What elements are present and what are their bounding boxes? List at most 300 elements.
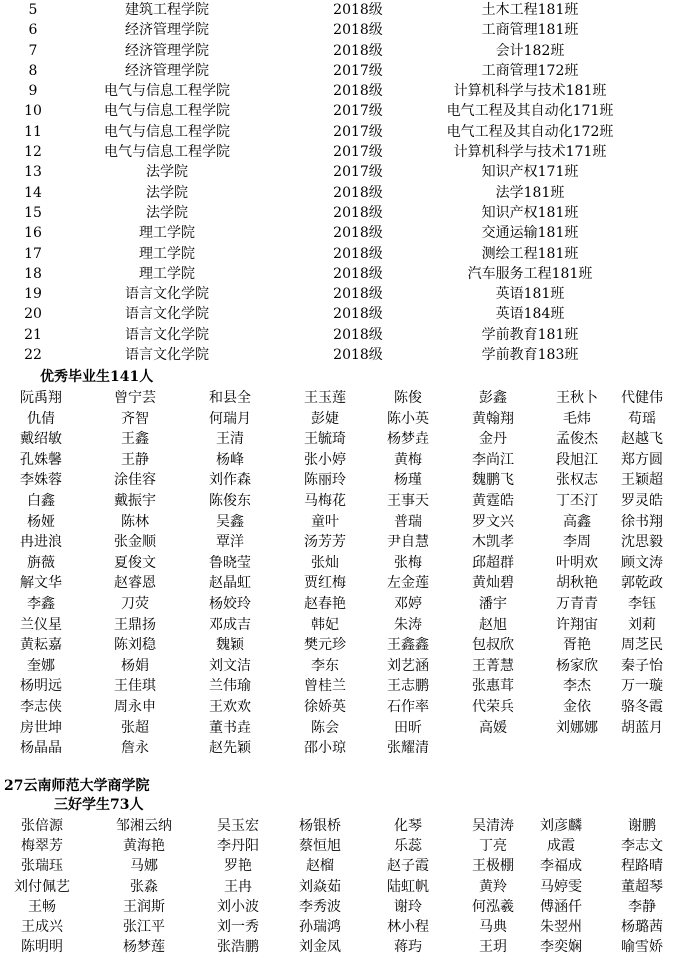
- student-name: 陆虹帆: [387, 878, 429, 895]
- student-name: 傅涵仟: [540, 898, 582, 915]
- name-row: [0, 409, 657, 430]
- student-name: 涂佳容: [114, 472, 156, 489]
- student-name: 杨明远: [20, 678, 62, 695]
- student-name: 李东: [311, 657, 339, 674]
- student-name: 许翔宙: [556, 616, 598, 633]
- student-name: 潘宇: [479, 595, 507, 612]
- student-name: 李鑫: [27, 595, 55, 612]
- name-row: [0, 676, 663, 697]
- student-name: 马梅花: [304, 492, 346, 509]
- graduates-heading: 优秀毕业生141人: [40, 369, 154, 385]
- student-name: 杨峰: [216, 451, 244, 468]
- student-name: 王颖超: [621, 472, 663, 489]
- student-name: 赵春艳: [304, 595, 346, 612]
- student-name: 周永申: [114, 698, 156, 715]
- school-heading: 27云南师范大学商学院: [4, 778, 150, 794]
- student-name: 程路晴: [621, 858, 663, 875]
- class-name: 计算机科学与技术181班: [453, 83, 607, 100]
- student-name: 王润斯: [123, 898, 165, 915]
- student-name: 胡蓝月: [621, 719, 663, 736]
- student-name: 邓成吉: [209, 616, 251, 633]
- class-name: 土木工程181班: [481, 2, 579, 18]
- student-name: 王清: [216, 431, 244, 448]
- name-row: [0, 553, 663, 574]
- student-name: 高媛: [479, 719, 507, 736]
- student-name: 蒋玙: [394, 939, 422, 956]
- student-name: 孔姝馨: [20, 451, 62, 468]
- grade-year: 2017级: [333, 144, 383, 161]
- student-name: 张江平: [123, 918, 165, 935]
- student-name: 尹自慧: [387, 534, 429, 551]
- student-name: 黄梅: [394, 451, 422, 468]
- college-name: 语言文化学院: [125, 326, 209, 343]
- student-name: 赵睿恩: [114, 575, 156, 592]
- name-row: [0, 388, 663, 409]
- student-name: 石作率: [387, 698, 429, 715]
- row-number: 11: [24, 123, 42, 140]
- student-name: 段旭江: [556, 451, 598, 468]
- student-name: 旃薇: [27, 554, 55, 571]
- class-name: 电气工程及其自动化171班: [446, 103, 614, 120]
- class-name: 汽车服务工程181班: [467, 265, 593, 282]
- student-name: 李姝蓉: [20, 472, 62, 489]
- student-name: 吴鑫: [216, 513, 244, 530]
- student-name: 赵越飞: [621, 431, 663, 448]
- class-row: [0, 203, 657, 223]
- student-name: 张权志: [556, 472, 598, 489]
- student-name: 普瑞: [394, 513, 422, 530]
- student-name: 黄耘嘉: [20, 637, 62, 654]
- class-row: [0, 122, 657, 142]
- name-row: [0, 429, 663, 450]
- student-name: 覃洋: [216, 534, 244, 551]
- row-number: 13: [24, 164, 42, 181]
- student-name: 杨晶晶: [20, 740, 62, 757]
- student-name: 刘彦麟: [540, 818, 582, 834]
- student-name: 白鑫: [27, 492, 55, 509]
- student-name: 徐书翔: [621, 513, 663, 530]
- class-name: 计算机科学与技术171班: [453, 144, 607, 161]
- grade-year: 2017级: [333, 123, 383, 140]
- class-name: 工商管理172班: [481, 62, 579, 79]
- class-row: [0, 325, 657, 345]
- student-name: 秦子怡: [621, 657, 663, 674]
- student-name: 董书垚: [209, 719, 251, 736]
- student-name: 鲁晓莹: [209, 554, 251, 571]
- student-name: 彭婕: [311, 410, 339, 427]
- student-name: 黄翰翔: [472, 410, 514, 427]
- student-name: 刘娜娜: [556, 719, 598, 736]
- student-name: 杨璐茜: [621, 918, 663, 935]
- row-number: 10: [24, 103, 42, 120]
- student-name: 赵子霞: [387, 858, 429, 875]
- grade-year: 2018级: [333, 245, 383, 262]
- student-name: 杨姣玲: [209, 595, 251, 612]
- name-row: [0, 718, 663, 739]
- row-number: 6: [28, 22, 38, 39]
- name-row: [0, 897, 657, 917]
- student-name: 兰伟瑜: [209, 678, 251, 695]
- student-name: 谢玲: [394, 898, 422, 915]
- student-name: 朱涛: [394, 616, 422, 633]
- student-name: 陈明明: [21, 939, 63, 956]
- name-row: [0, 877, 663, 897]
- college-name: 经济管理学院: [125, 42, 209, 59]
- class-row: [0, 0, 657, 20]
- student-name: 赵先颖: [209, 740, 251, 757]
- student-name: 李周: [563, 534, 591, 551]
- row-number: 17: [24, 245, 42, 262]
- student-name: 董超琴: [621, 878, 663, 895]
- class-row: [0, 61, 657, 81]
- class-row: [0, 244, 657, 264]
- student-name: 毛炜: [563, 410, 591, 427]
- student-name: 詹永: [121, 740, 149, 757]
- student-name: 张耀清: [387, 740, 429, 757]
- student-name: 吴清涛: [472, 818, 514, 834]
- class-row: [0, 162, 657, 182]
- grade-year: 2018级: [333, 204, 383, 221]
- class-name: 工商管理181班: [481, 22, 579, 39]
- student-name: 罗文兴: [472, 513, 514, 530]
- student-name: 邹湘云纳: [116, 818, 172, 834]
- name-row: [0, 573, 663, 594]
- student-name: 代健伟: [621, 390, 663, 406]
- name-row: [0, 856, 663, 876]
- student-name: 王鑫: [121, 431, 149, 448]
- class-name: 会计182班: [495, 42, 565, 59]
- student-name: 彭鑫: [479, 390, 507, 406]
- class-name: 学前教育181班: [481, 326, 579, 343]
- student-name: 陈俊: [394, 390, 422, 406]
- student-name: 杨娅: [27, 513, 55, 530]
- student-name: 杨家欣: [556, 657, 598, 674]
- student-name: 刘作森: [209, 472, 251, 489]
- class-name: 英语181班: [495, 286, 565, 303]
- class-row: [0, 264, 657, 284]
- student-name: 沈思毅: [621, 534, 663, 551]
- student-name: 孟俊杰: [556, 431, 598, 448]
- student-name: 高鑫: [563, 513, 591, 530]
- college-name: 电气与信息工程学院: [104, 123, 230, 140]
- student-name: 木凯孝: [472, 534, 514, 551]
- student-name: 赵榴: [306, 858, 334, 875]
- class-name: 学前教育183班: [481, 347, 579, 364]
- student-name: 李杰: [563, 678, 591, 695]
- student-name: 王玉莲: [304, 390, 346, 406]
- college-name: 电气与信息工程学院: [104, 83, 230, 100]
- student-name: 蔡恒旭: [299, 838, 341, 855]
- student-name: 喻雪娇: [621, 939, 663, 956]
- row-number: 9: [28, 83, 38, 100]
- row-number: 12: [24, 144, 42, 161]
- student-name: 齐智: [121, 410, 149, 427]
- class-row: [0, 304, 657, 324]
- student-name: 李福成: [540, 858, 582, 875]
- name-row: [0, 738, 657, 759]
- student-name: 王畅: [28, 898, 56, 915]
- student-name: 樊元珍: [304, 637, 346, 654]
- grade-year: 2018级: [333, 306, 383, 323]
- student-name: 郭乾政: [621, 575, 663, 592]
- row-number: 15: [24, 204, 42, 221]
- student-name: 仇倩: [27, 410, 55, 427]
- student-name: 张惠茸: [472, 678, 514, 695]
- student-name: 邱超群: [472, 554, 514, 571]
- student-name: 夏俊文: [114, 554, 156, 571]
- student-name: 刘莉: [628, 616, 656, 633]
- student-name: 梅翠芳: [21, 838, 63, 855]
- name-row: [0, 615, 657, 636]
- student-name: 胥艳: [563, 637, 591, 654]
- student-name: 兰仪星: [20, 616, 62, 633]
- student-name: 王志鹏: [387, 678, 429, 695]
- class-row: [0, 183, 657, 203]
- name-row: [0, 816, 657, 836]
- student-name: 田昕: [394, 719, 422, 736]
- student-name: 叶明欢: [556, 554, 598, 571]
- student-name: 李尚江: [472, 451, 514, 468]
- student-name: 童叶: [311, 513, 339, 530]
- student-name: 刘金凤: [299, 939, 341, 956]
- name-row: [0, 836, 663, 856]
- student-name: 邓婷: [394, 595, 422, 612]
- class-name: 电气工程及其自动化172班: [446, 123, 614, 140]
- student-name: 王欢欢: [209, 698, 251, 715]
- student-name: 谢鹏: [628, 818, 656, 834]
- student-name: 胡秋艳: [556, 575, 598, 592]
- student-name: 马娜: [130, 858, 158, 875]
- name-row: [0, 656, 663, 677]
- student-name: 张瑞珏: [21, 858, 63, 875]
- grade-year: 2017级: [333, 62, 383, 79]
- student-name: 杨娟: [121, 657, 149, 674]
- student-name: 张小婷: [304, 451, 346, 468]
- class-table: [0, 0, 657, 365]
- grade-year: 2018级: [333, 184, 383, 201]
- name-row: [0, 512, 663, 533]
- student-name: 陈丽玲: [304, 472, 346, 489]
- student-name: 刀荧: [121, 595, 149, 612]
- class-name: 测绘工程181班: [481, 245, 579, 262]
- student-name: 奎娜: [27, 657, 55, 674]
- student-name: 左金莲: [387, 575, 429, 592]
- college-name: 建筑工程学院: [125, 2, 209, 18]
- college-name: 电气与信息工程学院: [104, 144, 230, 161]
- row-number: 14: [24, 184, 42, 201]
- college-name: 法学院: [146, 204, 188, 221]
- college-name: 法学院: [146, 184, 188, 201]
- student-name: 万青青: [556, 595, 598, 612]
- class-row: [0, 345, 657, 365]
- student-name: 解文华: [20, 575, 62, 592]
- student-name: 李钰: [628, 595, 656, 612]
- class-name: 知识产权181班: [481, 204, 579, 221]
- student-name: 黄灿碧: [472, 575, 514, 592]
- student-name: 金丹: [479, 431, 507, 448]
- college-name: 语言文化学院: [125, 286, 209, 303]
- student-name: 邵小琼: [304, 740, 346, 757]
- student-name: 苟瑶: [628, 410, 656, 427]
- student-name: 罗艳: [224, 858, 252, 875]
- grade-year: 2018级: [333, 2, 383, 18]
- grade-year: 2018级: [333, 42, 383, 59]
- student-name: 王静: [121, 451, 149, 468]
- name-row: [0, 532, 663, 553]
- class-row: [0, 41, 657, 61]
- student-name: 李志侠: [20, 698, 62, 715]
- student-name: 黄海艳: [123, 838, 165, 855]
- class-row: [0, 81, 657, 101]
- student-name: 王极棚: [472, 858, 514, 875]
- student-name: 顾文涛: [621, 554, 663, 571]
- student-name: 王成兴: [21, 918, 63, 935]
- student-name: 罗灵皓: [621, 492, 663, 509]
- grade-year: 2018级: [333, 225, 383, 242]
- student-name: 魏鹏飞: [472, 472, 514, 489]
- college-name: 经济管理学院: [125, 22, 209, 39]
- grade-year: 2018级: [333, 83, 383, 100]
- grade-year: 2018级: [333, 326, 383, 343]
- row-number: 8: [28, 62, 38, 79]
- name-row: [0, 491, 663, 512]
- student-name: 何泓羲: [472, 898, 514, 915]
- student-name: 戴振宇: [114, 492, 156, 509]
- class-row: [0, 284, 657, 304]
- student-name: 金依: [563, 698, 591, 715]
- student-name: 李奕娴: [540, 939, 582, 956]
- student-name: 成霞: [547, 838, 575, 855]
- name-row: [0, 697, 663, 718]
- student-name: 张金顺: [114, 534, 156, 551]
- student-name: 魏颖: [216, 637, 244, 654]
- student-name: 刘焱茹: [299, 878, 341, 895]
- student-name: 李静: [628, 898, 656, 915]
- student-name: 戴绍敏: [20, 431, 62, 448]
- merit-student-name-grid: [0, 816, 663, 957]
- name-row: [0, 937, 663, 957]
- student-name: 杨梦垚: [387, 431, 429, 448]
- student-name: 赵晶虹: [209, 575, 251, 592]
- student-name: 李志文: [621, 838, 663, 855]
- student-name: 韩妃: [311, 616, 339, 633]
- student-name: 丁亮: [479, 838, 507, 855]
- student-name: 杨银桥: [299, 818, 341, 834]
- student-name: 和县全: [209, 390, 251, 406]
- student-name: 化琴: [394, 818, 422, 834]
- student-name: 张淼: [130, 878, 158, 895]
- student-name: 李丹阳: [217, 838, 259, 855]
- class-row: [0, 223, 657, 243]
- student-name: 张梅: [394, 554, 422, 571]
- name-row: [0, 450, 663, 471]
- student-name: 王佳琪: [114, 678, 156, 695]
- student-name: 王事天: [387, 492, 429, 509]
- grade-year: 2017级: [333, 103, 383, 120]
- row-number: 22: [24, 347, 42, 364]
- student-name: 黄羚: [479, 878, 507, 895]
- student-name: 曾桂兰: [304, 678, 346, 695]
- student-name: 刘文洁: [209, 657, 251, 674]
- grade-year: 2017级: [333, 164, 383, 181]
- name-row: [0, 635, 663, 656]
- class-name: 法学181班: [495, 184, 565, 201]
- name-row: [0, 594, 657, 615]
- student-name: 房世坤: [20, 719, 62, 736]
- student-name: 马婷雯: [540, 878, 582, 895]
- row-number: 7: [28, 42, 38, 59]
- student-name: 周芝民: [621, 637, 663, 654]
- class-row: [0, 142, 657, 162]
- student-name: 骆冬霞: [621, 698, 663, 715]
- student-name: 刘付佩艺: [14, 878, 70, 895]
- grade-year: 2018级: [333, 286, 383, 303]
- row-number: 5: [28, 2, 38, 18]
- student-name: 冉进浪: [20, 534, 62, 551]
- student-name: 陈俊东: [209, 492, 251, 509]
- student-name: 张超: [121, 719, 149, 736]
- student-name: 王鼎扬: [114, 616, 156, 633]
- student-name: 阮禹翔: [20, 390, 62, 406]
- student-name: 赵旭: [479, 616, 507, 633]
- class-row: [0, 20, 657, 40]
- student-name: 陈刘稳: [114, 637, 156, 654]
- student-name: 杨瑾: [394, 472, 422, 489]
- student-name: 张灿: [311, 554, 339, 571]
- student-name: 张倍源: [21, 818, 63, 834]
- college-name: 经济管理学院: [125, 62, 209, 79]
- college-name: 理工学院: [139, 225, 195, 242]
- student-name: 乐蕊: [394, 838, 422, 855]
- student-name: 汤芳芳: [304, 534, 346, 551]
- row-number: 18: [24, 265, 42, 282]
- row-number: 16: [24, 225, 42, 242]
- student-name: 丁丕汀: [556, 492, 598, 509]
- grade-year: 2018级: [333, 22, 383, 39]
- grade-year: 2018级: [333, 265, 383, 282]
- student-name: 徐娇英: [304, 698, 346, 715]
- name-row: [0, 470, 663, 491]
- grade-year: 2018级: [333, 347, 383, 364]
- student-name: 郑方圆: [621, 451, 663, 468]
- student-name: 刘小波: [217, 898, 259, 915]
- graduates-name-grid: [0, 388, 663, 759]
- student-name: 刘艺涵: [387, 657, 429, 674]
- student-name: 马典: [479, 918, 507, 935]
- student-name: 陈林: [121, 513, 149, 530]
- student-name: 王毓琦: [304, 431, 346, 448]
- student-name: 万一璇: [621, 678, 663, 695]
- college-name: 语言文化学院: [125, 347, 209, 364]
- student-name: 代荣兵: [472, 698, 514, 715]
- student-name: 包叔欣: [472, 637, 514, 654]
- student-name: 李秀波: [299, 898, 341, 915]
- class-name: 交通运输181班: [481, 225, 579, 242]
- student-name: 孙瑞鸿: [299, 918, 341, 935]
- name-row: [0, 917, 663, 937]
- student-name: 王秋卜: [556, 390, 598, 406]
- student-name: 贾红梅: [304, 575, 346, 592]
- class-name: 知识产权171班: [481, 164, 579, 181]
- student-name: 王冉: [224, 878, 252, 895]
- student-name: 曾宁芸: [114, 390, 156, 406]
- student-name: 林小程: [387, 918, 429, 935]
- student-name: 何瑞月: [209, 410, 251, 427]
- row-number: 20: [24, 306, 42, 323]
- student-name: 王鑫鑫: [387, 637, 429, 654]
- student-name: 刘一秀: [217, 918, 259, 935]
- student-name: 朱翌州: [540, 918, 582, 935]
